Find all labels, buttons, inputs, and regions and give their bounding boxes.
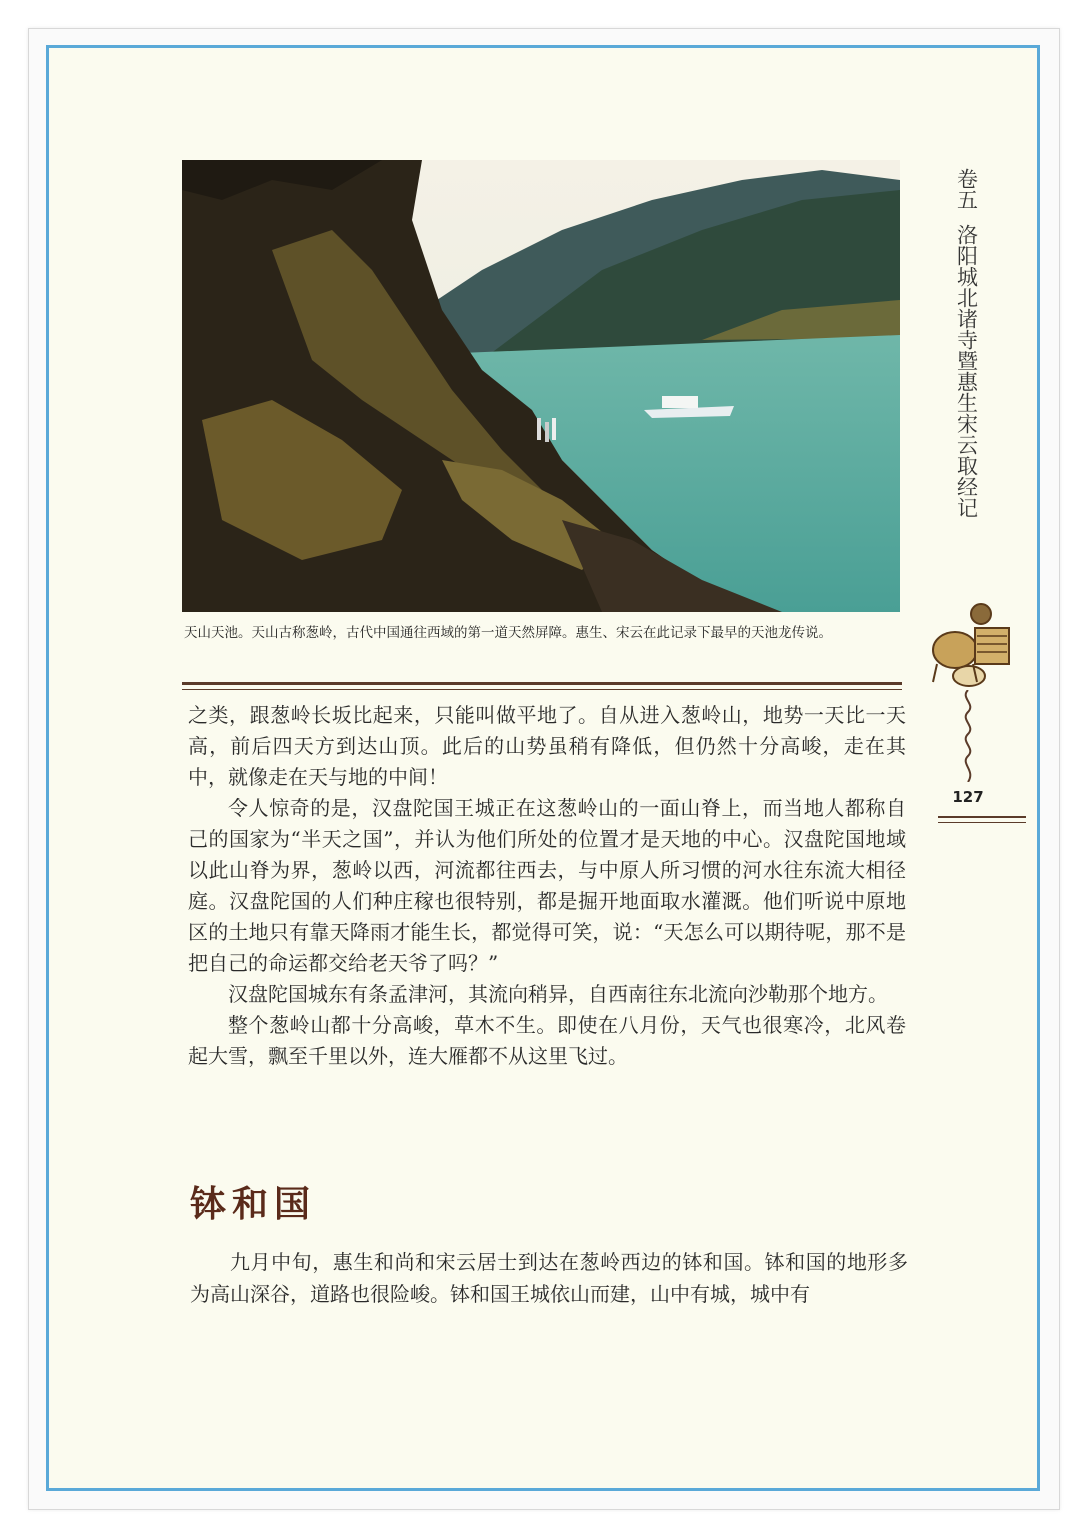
section-text — [190, 1246, 908, 1310]
paragraph: 整个葱岭山都十分高峻，草木不生。即使在八月份，天气也很寒冷，北风卷起大雪，飘至千里以外，连大雁都不从这里飞过。 — [188, 1013, 906, 1068]
chapter-title: 洛阳城北诸寺暨惠生宋云取经记 — [954, 224, 979, 518]
tianchi-photo — [182, 160, 900, 612]
chapter-label: 卷五 — [954, 168, 979, 210]
paragraph: 之类，跟葱岭长坂比起来，只能叫做平地了。自从进入葱岭山，地势一天比一天高，前后四天方到达山顶。此后的山势虽稍有降低，但仍然十分高峻，走在其中，就像走在天与地的中间！ — [188, 703, 906, 789]
section-heading: 钵和国 — [190, 1183, 317, 1225]
main-text — [188, 700, 906, 1072]
page-number-rule-thin — [938, 822, 1026, 823]
paragraph: 令人惊奇的是，汉盘陀国王城正在这葱岭山的一面山脊上，而当地人都称自己的国家为“半天之国”，并认为他们所处的位置才是天地的中心。汉盘陀国地域以此山脊为界，葱岭以西，河流都往西去，与中原人所习惯的河水往东流大相径庭。汉盘陀国的人们种庄稼也很特别，都是掘开地面取水灌溉。他们听说中原地区的土地只有靠天降雨才能生长，都觉得可笑，说：“天怎么可以期待呢，那不是把自己的命运都交给老天爷了吗？” — [188, 796, 906, 975]
caption-divider — [182, 682, 902, 685]
paragraph: 九月中旬，惠生和尚和宋云居士到达在葱岭西边的钵和国。钵和国的地形多为高山深谷，道路也很险峻。钵和国王城依山而建，山中有城，城中有 — [190, 1250, 908, 1306]
wave-divider-icon — [958, 690, 978, 782]
caption-divider-thin — [182, 689, 902, 690]
running-header — [950, 168, 982, 518]
page-number-rule — [938, 816, 1026, 818]
photo-caption: 天山天池。天山古称葱岭，古代中国通往西域的第一道天然屏障。惠生、宋云在此记录下最早的天池龙传说。 — [184, 625, 832, 641]
paragraph: 汉盘陀国城东有条孟津河，其流向稍异，自西南往东北流向沙勒那个地方。 — [228, 982, 888, 1006]
cauldron-ornament-icon — [925, 598, 1017, 690]
page-number: 127 — [952, 788, 984, 806]
